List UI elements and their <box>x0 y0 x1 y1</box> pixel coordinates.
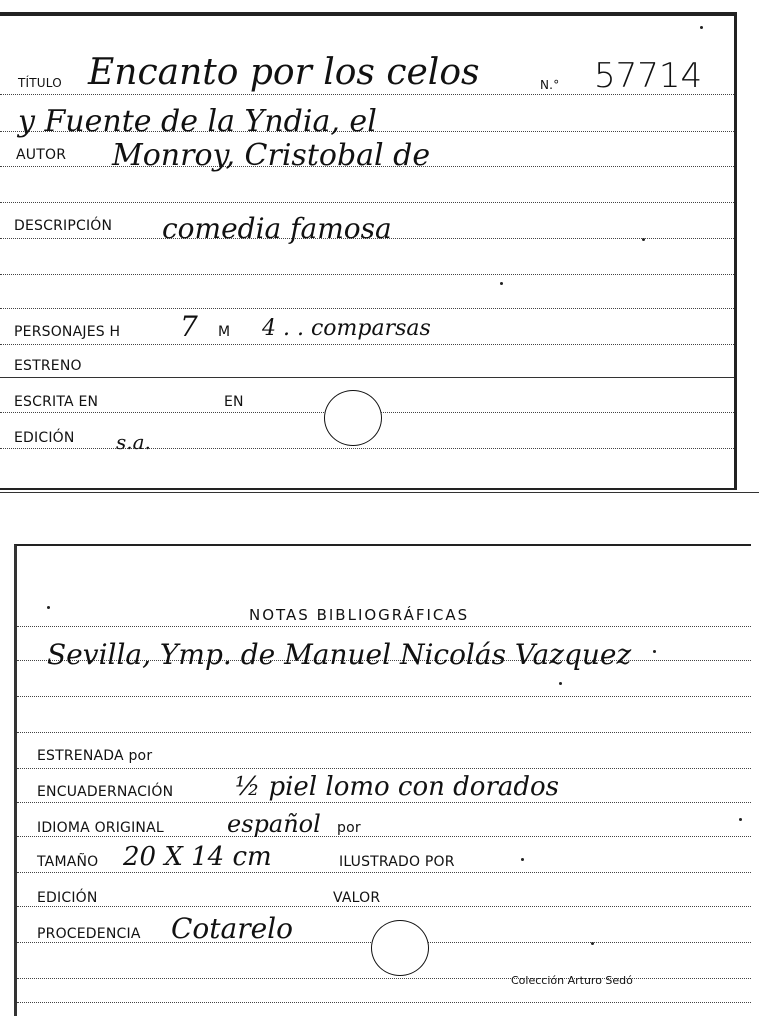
edition-label: EDICIÓN <box>37 890 98 906</box>
title-label: TÍTULO <box>18 76 62 90</box>
premiered-by-label: ESTRENADA por <box>37 748 153 764</box>
provenance-label: PROCEDENCIA <box>37 926 141 942</box>
speck <box>521 858 524 861</box>
rule-line <box>17 978 751 979</box>
edition-label: EDICIÓN <box>14 430 75 446</box>
speck <box>500 282 503 285</box>
author-label: AUTOR <box>16 147 67 163</box>
bibliographic-notes-value: Sevilla, Ymp. de Manuel Nicolás Vazquez <box>47 638 632 671</box>
characters-m-label: M <box>218 324 231 340</box>
original-language-value: español <box>227 810 321 838</box>
provenance-value: Cotarelo <box>171 912 293 945</box>
rule-line <box>17 802 751 803</box>
rule-line <box>17 696 751 697</box>
title-value-line1: Encanto por los celos <box>88 52 480 93</box>
rule-line <box>17 732 751 733</box>
card-separator <box>0 492 759 493</box>
speck <box>700 26 703 29</box>
size-label: TAMAÑO <box>37 854 99 870</box>
original-language-label: IDIOMA ORIGINAL <box>37 820 164 836</box>
catalog-card-back <box>14 544 751 1016</box>
rule-line <box>17 836 751 837</box>
description-label: DESCRIPCIÓN <box>14 218 113 234</box>
rule-line <box>0 377 734 378</box>
punch-hole <box>324 390 382 446</box>
rule-line <box>0 344 734 345</box>
bibliographic-notes-heading: NOTAS BIBLIOGRÁFICAS <box>249 606 470 624</box>
description-value: comedia famosa <box>162 212 392 245</box>
rule-line <box>0 308 734 309</box>
speck <box>653 650 656 653</box>
rule-line <box>17 906 751 907</box>
characters-h-value: 7 <box>180 310 198 343</box>
catalog-number-value: 57714 <box>594 56 703 96</box>
characters-m-value: 4 . . comparsas <box>262 316 431 341</box>
value-label: VALOR <box>333 890 381 906</box>
speck <box>559 682 562 685</box>
rule-line <box>0 202 734 203</box>
binding-label: ENCUADERNACIÓN <box>37 784 174 800</box>
rule-line <box>0 448 734 449</box>
catalog-card-front <box>0 12 737 490</box>
edition-value: s.a. <box>116 430 151 454</box>
translated-by-label: por <box>337 820 361 836</box>
author-value: Monroy, Cristobal de <box>112 138 431 173</box>
speck <box>739 818 742 821</box>
in-label: EN <box>224 394 244 410</box>
title-value-line2: y Fuente de la Yndia, el <box>18 104 377 139</box>
collection-credit: Colección Arturo Sedó <box>511 974 633 987</box>
premiere-label: ESTRENO <box>14 358 82 374</box>
speck <box>642 238 645 241</box>
written-in-label: ESCRITA EN <box>14 394 99 410</box>
rule-line <box>17 626 751 627</box>
binding-value: ½ piel lomo con dorados <box>235 772 560 802</box>
characters-h-label: PERSONAJES H <box>14 324 121 340</box>
rule-line <box>17 872 751 873</box>
illustrated-by-label: ILUSTRADO POR <box>339 854 455 870</box>
rule-line <box>0 274 734 275</box>
number-label: N.° <box>540 78 560 92</box>
rule-line <box>17 768 751 769</box>
punch-hole <box>371 920 429 976</box>
speck <box>47 606 50 609</box>
size-value: 20 X 14 cm <box>123 842 272 872</box>
speck <box>591 942 594 945</box>
rule-line <box>17 1002 751 1003</box>
